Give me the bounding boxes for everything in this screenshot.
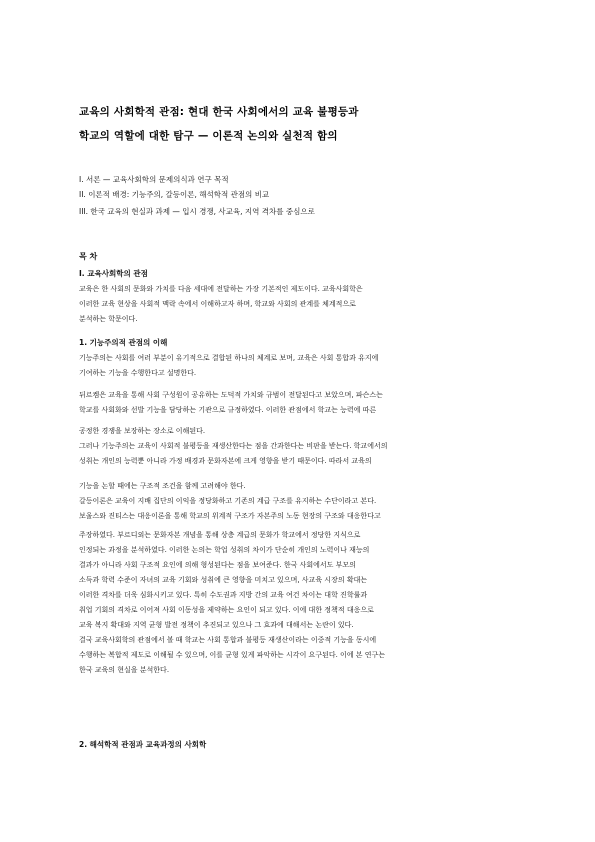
text-line: 분석하는 학문이다. <box>79 315 138 323</box>
outline-line: II. 이론적 배경: 기능주의, 갈등이론, 해석학적 관점의 비교 <box>79 190 270 199</box>
section-heading: I. 교육사회학의 관점 <box>79 269 148 278</box>
text-line: 수행하는 복합적 제도로 이해될 수 있으며, 이를 균형 있게 파악하는 시각이 요구된다. 이에 본 연구는 <box>79 651 386 659</box>
closing-heading: 2. 해석학적 관점과 교육과정의 사회학 <box>79 740 207 749</box>
paragraph-1 <box>79 351 519 381</box>
text-line: 공정한 경쟁을 보장하는 장소로 이해된다. <box>79 427 206 435</box>
text-line: 취업 기회의 격차로 이어져 사회 이동성을 제약하는 요인이 되고 있다. 이에 대한 정책적 대응으로 <box>79 606 374 614</box>
text-line: 기능을 논할 때에는 구조적 조건을 함께 고려해야 한다. <box>79 482 246 490</box>
text-line: 기여하는 기능을 수행한다고 설명한다. <box>79 369 197 377</box>
title-line: 학교의 역할에 대한 탐구 — 이론적 논의와 실천적 함의 <box>79 130 338 142</box>
text-line: 소득과 학력 수준이 자녀의 교육 기회와 성취에 큰 영향을 미치고 있으며, 사교육 시장의 확대는 <box>79 576 368 584</box>
text-line: 한국 교육의 현실을 분석한다. <box>79 666 170 674</box>
text-line: 교육은 한 사회의 문화와 가치를 다음 세대에 전달하는 가장 기본적인 제도이다. 교육사회학은 <box>79 285 363 293</box>
toc-heading: 목 차 <box>79 252 98 261</box>
text-line: 인정되는 과정을 분석하였다. 이러한 논의는 학업 성취의 차이가 단순히 개인의 노력이나 재능의 <box>79 546 370 554</box>
text-line: 이러한 교육 현상을 사회적 맥락 속에서 이해하고자 하며, 학교와 사회의 관계를 체계적으로 <box>79 300 356 308</box>
document-title <box>79 100 519 148</box>
text-line: 결국 교육사회학의 관점에서 볼 때 학교는 사회 통합과 불평등 재생산이라는 이중적 기능을 동시에 <box>79 636 377 644</box>
text-line: 뒤르켐은 교육을 통해 사회 구성원이 공유하는 도덕적 가치와 규범이 전달된다고 보았으며, 파슨스는 <box>79 391 383 399</box>
text-line: 그러나 기능주의는 교육이 사회적 불평등을 재생산한다는 점을 간과한다는 비판을 받는다. 학교에서의 <box>79 442 388 450</box>
paragraph-4 <box>79 479 519 524</box>
text-line: 보울스와 진티스는 대응이론을 통해 학교의 위계적 구조가 자본주의 노동 현장의 구조와 대응한다고 <box>79 512 381 520</box>
paragraph-3 <box>79 424 519 469</box>
subsection-heading: 1. 기능주의적 관점의 이해 <box>79 338 168 347</box>
outline-line: I. 서론 — 교육사회학의 문제의식과 연구 목적 <box>79 175 229 184</box>
text-line: 주장하였다. 부르디외는 문화자본 개념을 통해 상층 계급의 문화가 학교에서 정당한 지식으로 <box>79 531 361 539</box>
text-line: 성취는 개인의 능력뿐 아니라 가정 배경과 문화자본에 크게 영향을 받기 때문이다. 따라서 교육의 <box>79 457 372 465</box>
outline-line: III. 한국 교육의 현실과 과제 — 입시 경쟁, 사교육, 지역 격차를 중심으로 <box>79 207 315 216</box>
text-line: 결과가 아니라 사회 구조적 요인에 의해 형성된다는 점을 보여준다. 한국 사회에서도 부모의 <box>79 561 356 569</box>
text-line: 학교를 사회화와 선발 기능을 담당하는 기관으로 규정하였다. 이러한 관점에서 학교는 능력에 따른 <box>79 406 377 414</box>
text-line: 갈등이론은 교육이 지배 집단의 이익을 정당화하고 기존의 계급 구조를 유지하는 수단이라고 본다. <box>79 497 377 505</box>
intro-paragraph <box>79 282 519 327</box>
paragraph-5 <box>79 528 519 678</box>
title-line: 교육의 사회학적 관점: 현대 한국 사회에서의 교육 불평등과 <box>79 106 359 118</box>
text-line: 기능주의는 사회를 여러 부분이 유기적으로 결합된 하나의 체계로 보며, 교육은 사회 통합과 유지에 <box>79 354 379 362</box>
text-line: 교육 복지 확대와 지역 균형 발전 정책이 추진되고 있으나 그 효과에 대해서는 논란이 있다. <box>79 621 354 629</box>
text-line: 이러한 격차를 더욱 심화시키고 있다. 특히 수도권과 지방 간의 교육 여건 차이는 대학 진학률과 <box>79 591 368 599</box>
paragraph-2 <box>79 388 519 418</box>
